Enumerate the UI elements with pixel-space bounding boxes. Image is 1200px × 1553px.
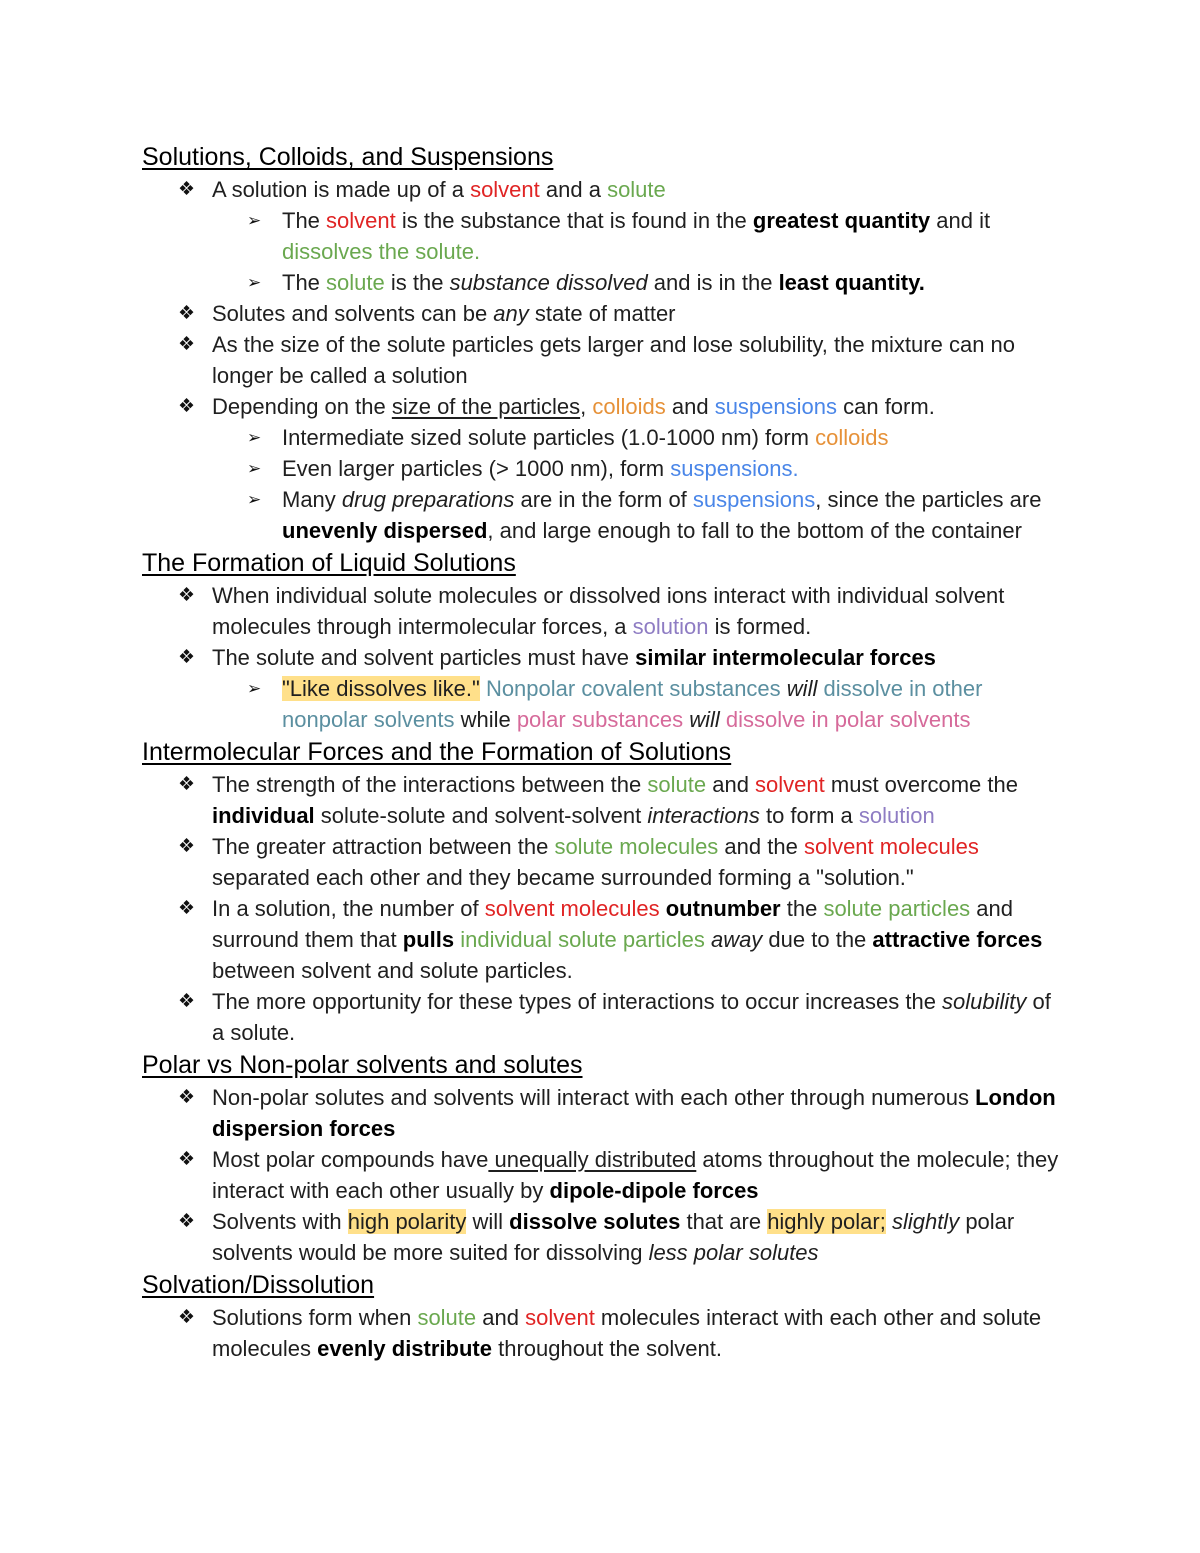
text-run: molecules interact with each other and solute molecules <box>212 1305 1042 1361</box>
list-item <box>142 298 1067 329</box>
text-run: solvent <box>470 177 540 202</box>
text-run: solvent <box>326 208 396 233</box>
text-run: solute <box>647 772 707 797</box>
text-run: As the size of the solute particles gets larger and lose solubility, the mixture can no longer be called a solution <box>212 332 1016 388</box>
text-run: Many <box>282 487 342 512</box>
arrowhead-bullet-icon: ➢ <box>247 273 262 292</box>
section-4-list <box>142 1082 1067 1268</box>
text-run: and it <box>930 208 991 233</box>
text-run: state of matter <box>528 301 676 326</box>
section-3-list <box>142 769 1067 1048</box>
diamond-bullet-icon: ❖ <box>178 1087 196 1108</box>
text-run: greatest quantity <box>752 208 931 233</box>
text-run: highly polar; <box>767 1209 886 1234</box>
text-run: dipole-dipole forces <box>549 1178 759 1203</box>
heading-solvation-dissolution: Solvation/Dissolution <box>142 1271 375 1299</box>
list-item <box>142 1082 1067 1144</box>
text-run: suspensions. <box>670 456 799 481</box>
heading-formation-liquid-solutions: The Formation of Liquid Solutions <box>142 549 516 577</box>
text-run: When individual solute molecules or dissolved ions interact with individual solvent molecules through intermolecular forces, a <box>212 583 1005 639</box>
text-run: solution <box>632 614 709 639</box>
diamond-bullet-icon: ❖ <box>178 585 196 606</box>
text-run: will <box>689 707 720 732</box>
text-run: In a solution, the number of <box>212 896 485 921</box>
list-item <box>142 986 1067 1048</box>
diamond-bullet-icon: ❖ <box>178 334 196 355</box>
text-run: and <box>665 394 715 419</box>
text-run: solvent <box>525 1305 595 1330</box>
list-item <box>142 391 1067 422</box>
text-run: any <box>493 301 529 326</box>
diamond-bullet-icon: ❖ <box>178 179 196 200</box>
list-item <box>142 205 1067 267</box>
text-run: polar substances <box>516 707 690 732</box>
text-run: unevenly dispersed <box>282 518 488 543</box>
text-run: solute-solute and solvent-solvent <box>314 803 648 828</box>
text-run: solvent <box>755 772 825 797</box>
text-run: and is in the <box>647 270 779 295</box>
text-run: due to the <box>762 927 873 952</box>
section-5-list <box>142 1302 1067 1364</box>
text-run: is the <box>384 270 450 295</box>
text-run: Intermediate sized solute particles (1.0-1000 nm) form <box>282 425 816 450</box>
text-run: and surround them that <box>212 896 1014 952</box>
text-run: Depending on the <box>212 394 392 419</box>
text-run: polar solvents would be more suited for dissolving <box>212 1209 1015 1265</box>
section-1-list <box>142 174 1067 546</box>
text-run: Solvents with <box>212 1209 348 1234</box>
text-run: Nonpolar covalent substances <box>485 676 787 701</box>
list-item <box>142 1206 1067 1268</box>
text-run: solute particles <box>823 896 971 921</box>
list-item <box>142 642 1067 673</box>
text-run: throughout the solvent. <box>492 1336 722 1361</box>
text-run: dissolve solutes <box>509 1209 681 1234</box>
text-run: atoms throughout the molecule; they interact with each other usually by <box>212 1147 1059 1203</box>
text-run: while <box>454 707 517 732</box>
text-run: and <box>476 1305 526 1330</box>
text-run: Even larger particles (> 1000 nm), form <box>282 456 671 481</box>
text-run: evenly distribute <box>317 1336 492 1361</box>
list-item <box>142 893 1067 986</box>
text-run: slightly <box>891 1209 960 1234</box>
text-run: unequally distributed <box>488 1147 697 1172</box>
list-item <box>142 422 1067 453</box>
text-run: , and large enough to fall to the bottom of the container <box>487 518 1022 543</box>
text-run: The <box>282 270 327 295</box>
heading-intermolecular-forces: Intermolecular Forces and the Formation of Solutions <box>142 738 732 766</box>
text-run: London dispersion forces <box>212 1085 1056 1141</box>
text-run: solute <box>417 1305 477 1330</box>
text-run: Most polar compounds have <box>212 1147 489 1172</box>
text-run: suspensions <box>714 394 837 419</box>
text-run: size of the particles <box>391 394 581 419</box>
list-item <box>142 1144 1067 1206</box>
text-run: similar intermolecular forces <box>635 645 936 670</box>
text-run: solute <box>326 270 385 295</box>
text-run: "Like dissolves like." <box>282 676 480 701</box>
text-run: solvent molecules <box>484 896 660 921</box>
diamond-bullet-icon: ❖ <box>178 1307 196 1328</box>
diamond-bullet-icon: ❖ <box>178 647 196 668</box>
text-run: dissolves the solute. <box>282 239 481 264</box>
arrowhead-bullet-icon: ➢ <box>247 679 262 698</box>
text-run: colloids <box>815 425 889 450</box>
text-run: Non-polar solutes and solvents will interact with each other through numerous <box>212 1085 976 1110</box>
text-run: to form a <box>759 803 859 828</box>
list-item <box>142 831 1067 893</box>
list-item <box>142 267 1067 298</box>
text-run: can form. <box>837 394 935 419</box>
text-run: The strength of the interactions between the <box>212 772 648 797</box>
list-item <box>142 174 1067 205</box>
text-run: and a <box>539 177 608 202</box>
diamond-bullet-icon: ❖ <box>178 774 196 795</box>
text-run: , since the particles are <box>815 487 1042 512</box>
text-run: solvent molecules <box>803 834 979 859</box>
diamond-bullet-icon: ❖ <box>178 898 196 919</box>
text-run: interactions <box>647 803 760 828</box>
text-run: and <box>706 772 756 797</box>
text-run: drug preparations <box>341 487 515 512</box>
text-run: solubility <box>942 989 1027 1014</box>
text-run: The greater attraction between the <box>212 834 555 859</box>
text-run: pulls <box>402 927 455 952</box>
text-run: A solution is made up of a <box>212 177 471 202</box>
text-run: less polar solutes <box>648 1240 819 1265</box>
text-run: attractive forces <box>872 927 1043 952</box>
text-run: , <box>580 394 593 419</box>
text-run: colloids <box>592 394 666 419</box>
text-run: least quantity. <box>778 270 925 295</box>
list-item <box>142 484 1067 546</box>
text-run: the <box>780 896 824 921</box>
diamond-bullet-icon: ❖ <box>178 1149 196 1170</box>
text-run: The more opportunity for these types of interactions to occur increases the <box>212 989 943 1014</box>
text-run: away <box>710 927 763 952</box>
list-item <box>142 673 1067 735</box>
section-2-list <box>142 580 1067 735</box>
text-run: is formed. <box>708 614 812 639</box>
text-run: individual <box>212 803 315 828</box>
text-run: must overcome the <box>824 772 1018 797</box>
text-run: and the <box>718 834 804 859</box>
text-run: outnumber <box>665 896 781 921</box>
text-run: of a solute. <box>212 989 1051 1045</box>
document-page <box>142 140 1067 1364</box>
text-run: high polarity <box>347 1209 467 1234</box>
text-run: Solutions form when <box>212 1305 418 1330</box>
list-item <box>142 580 1067 642</box>
text-run: between solvent and solute particles. <box>212 958 573 983</box>
text-run: solute <box>607 177 666 202</box>
text-run: individual solute particles <box>460 927 705 952</box>
text-run: substance dissolved <box>449 270 648 295</box>
arrowhead-bullet-icon: ➢ <box>247 490 262 509</box>
text-run: suspensions <box>692 487 816 512</box>
text-run: The solute and solvent particles must have <box>212 645 636 670</box>
text-run: The <box>282 208 327 233</box>
text-run: separated each other and they became surrounded forming a "solution." <box>212 865 914 890</box>
text-run: solution <box>858 803 935 828</box>
text-run: solute molecules <box>554 834 719 859</box>
text-run: that are <box>680 1209 768 1234</box>
diamond-bullet-icon: ❖ <box>178 991 196 1012</box>
text-run: dissolve in polar solvents <box>719 707 971 732</box>
text-run: is the substance that is found in the <box>395 208 753 233</box>
heading-solutions-colloids-suspensions: Solutions, Colloids, and Suspensions <box>142 143 554 171</box>
text-run: are in the form of <box>514 487 693 512</box>
list-item <box>142 769 1067 831</box>
list-item <box>142 329 1067 391</box>
arrowhead-bullet-icon: ➢ <box>247 211 262 230</box>
text-run: dissolve in other nonpolar solvents <box>282 676 983 732</box>
text-run: Solutes and solvents can be <box>212 301 494 326</box>
diamond-bullet-icon: ❖ <box>178 1211 196 1232</box>
heading-polar-vs-nonpolar: Polar vs Non-polar solvents and solutes <box>142 1051 583 1079</box>
text-run: will <box>466 1209 510 1234</box>
arrowhead-bullet-icon: ➢ <box>247 459 262 478</box>
diamond-bullet-icon: ❖ <box>178 396 196 417</box>
diamond-bullet-icon: ❖ <box>178 836 196 857</box>
diamond-bullet-icon: ❖ <box>178 303 196 324</box>
arrowhead-bullet-icon: ➢ <box>247 428 262 447</box>
text-run: will <box>786 676 818 701</box>
list-item <box>142 453 1067 484</box>
list-item <box>142 1302 1067 1364</box>
